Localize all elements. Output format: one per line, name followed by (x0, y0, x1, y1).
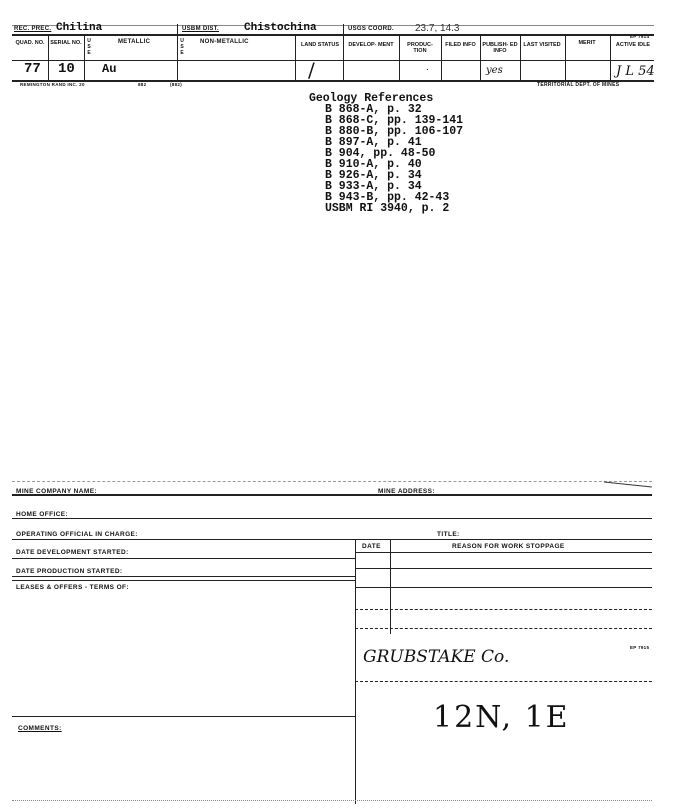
handwritten-company: GRUBSTAKE Co. (363, 647, 510, 667)
value-land-status: / (308, 58, 315, 82)
geology-ref: USBM RI 3940, p. 2 (325, 202, 450, 215)
title-label: TITLE: (437, 531, 460, 538)
value-published-info: yes (486, 65, 503, 76)
geology-ref: B 880-B, pp. 106-107 (325, 125, 464, 138)
geology-ref: B 868-A, p. 32 (325, 103, 422, 116)
rec-prec-value: Chilina (56, 22, 103, 34)
leases-offers-label: LEASES & OFFERS - TERMS OF: (16, 584, 129, 591)
col-filed-info: FILED INFO (445, 42, 476, 48)
col-quad-no: QUAD. NO. (15, 40, 45, 46)
rec-prec-label: REC. PREC. (14, 26, 52, 32)
col-published-info: PUBLISH- ED INFO (482, 42, 518, 54)
printer-label: REMINGTON RAND INC. 20 (20, 82, 85, 87)
geology-ref: B 868-C, pp. 139-141 (325, 114, 464, 127)
usgs-coord-value: 23.7, 14.3 (415, 23, 460, 34)
code-label-1: 882 (138, 82, 147, 87)
col-active-idle: ACTIVE IDLE (615, 42, 651, 48)
date-development-label: DATE DEVELOPMENT STARTED: (16, 549, 129, 556)
usbm-dist-label: USBM DIST. (182, 26, 220, 32)
geology-ref: B 943-B, pp. 42-43 (325, 191, 450, 204)
col-metallic: METALLIC (118, 39, 151, 45)
col-serial-no: SERIAL NO. (50, 40, 82, 46)
home-office-label: HOME OFFICE: (16, 511, 69, 518)
geology-ref: B 910-A, p. 40 (325, 158, 422, 171)
handwritten-location: 12N, 1E (433, 700, 570, 735)
operating-official-label: OPERATING OFFICIAL IN CHARGE: (16, 531, 138, 538)
usgs-coord-label: USGS COORD. (348, 26, 394, 32)
col-last-visited: LAST VISITED (523, 42, 561, 48)
comments-label: COMMENTS: (18, 725, 62, 732)
col-production: PRODUC- TION (407, 42, 433, 54)
code-label-2: (882) (170, 82, 183, 87)
col-metallic-prefix: U S E (87, 38, 91, 56)
mine-company-name-label: MINE COMPANY NAME: (16, 488, 97, 495)
geology-ref: B 904, pp. 48-50 (325, 147, 436, 160)
reason-column-header: REASON FOR WORK STOPPAGE (452, 543, 565, 550)
col-merit: MERIT (578, 40, 596, 46)
value-production: . (426, 62, 429, 73)
value-quad-no: 77 (24, 61, 41, 77)
col-development: DEVELOP- MENT (348, 42, 394, 48)
usbm-dist-value: Chistochina (244, 22, 317, 34)
value-serial-no: 10 (58, 61, 75, 77)
department-label: TERRITORIAL DEPT. OF MINES (537, 82, 620, 88)
geology-ref: B 926-A, p. 34 (325, 169, 422, 182)
geology-ref-list (309, 104, 463, 214)
value-metallic: Au (102, 62, 117, 76)
col-nonmetallic-prefix: U S E (180, 38, 184, 56)
geology-ref: B 897-A, p. 41 (325, 136, 422, 149)
mine-address-label: MINE ADDRESS: (378, 488, 435, 495)
date-column-header: DATE (362, 543, 381, 550)
geology-ref: B 933-A, p. 34 (325, 180, 422, 193)
form-number-bottom: EP 7915 (630, 645, 650, 650)
col-land-status: LAND STATUS (301, 42, 339, 48)
date-production-label: DATE PRODUCTION STARTED: (16, 568, 123, 575)
col-nonmetallic: NON-METALLIC (200, 39, 249, 45)
value-active-idle: J L 54 (616, 64, 655, 79)
form-number-top: EP 7914 (630, 34, 650, 39)
geology-title: Geology References (309, 92, 434, 105)
geology-references (309, 93, 463, 214)
